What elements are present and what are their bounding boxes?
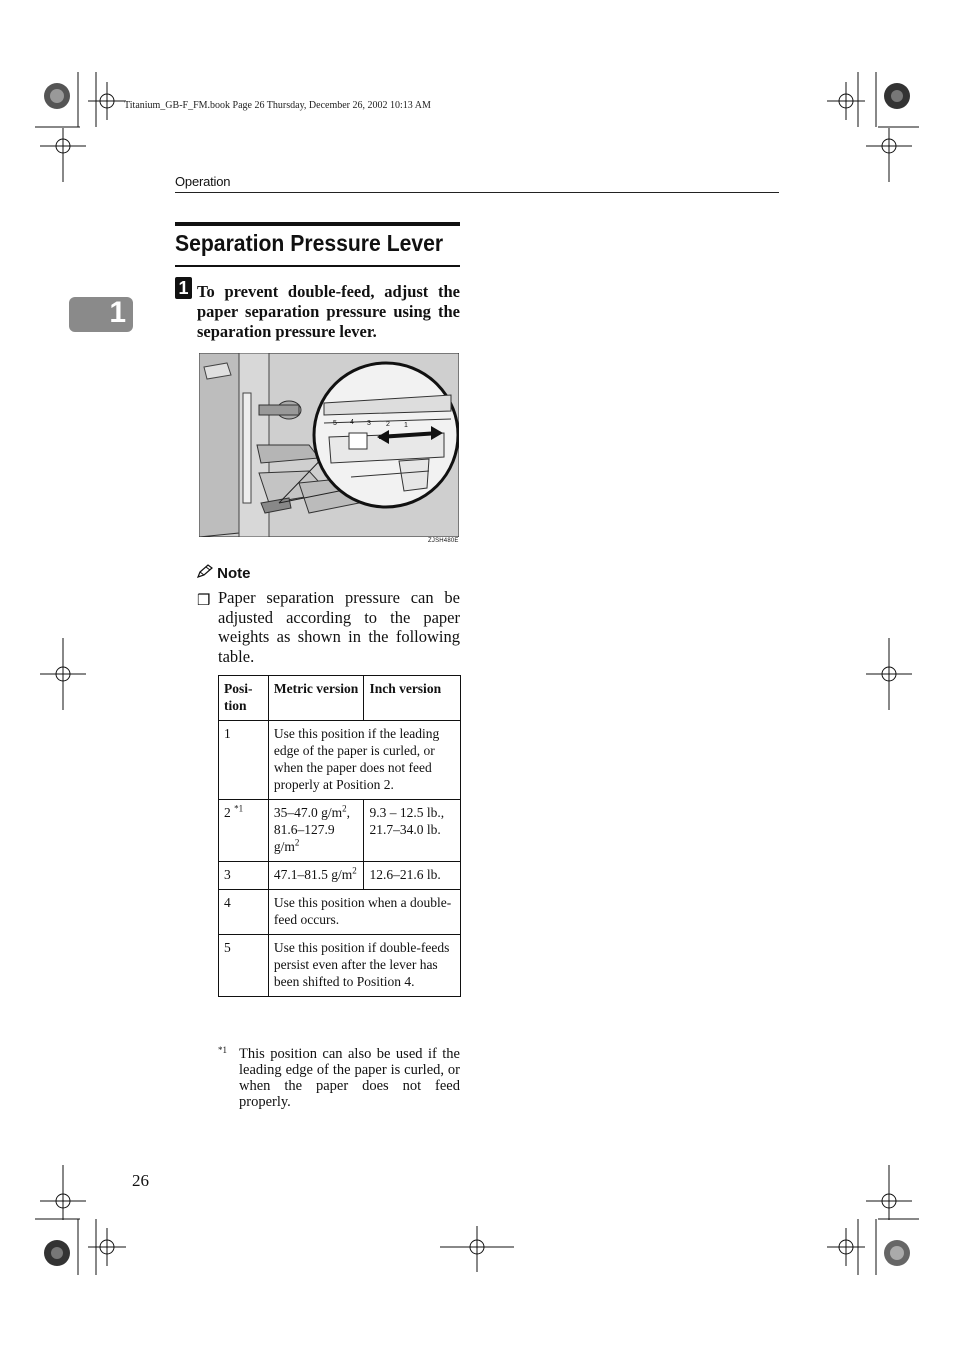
page-number: 26	[132, 1171, 149, 1190]
checkbox-bullet-icon: ❒	[197, 593, 211, 609]
registration-discs	[44, 83, 910, 1266]
title-underline	[175, 265, 460, 267]
scale-label-1: 1	[404, 422, 408, 429]
position-cell: 5	[219, 935, 269, 997]
footnote-mark: *1	[218, 1045, 227, 1055]
title-top-bar	[175, 222, 460, 226]
description-cell: Use this position when a double-feed occurs.	[268, 890, 460, 935]
inch-cell: 12.6–21.6 lb.	[364, 862, 461, 890]
table-row	[219, 890, 461, 935]
note-heading-label: Note	[217, 565, 251, 582]
scale-label-2: 2	[386, 421, 390, 428]
step-instruction: To prevent double-feed, adjust the paper separation pressure using the separation pressure lever.	[197, 282, 460, 341]
table-row	[219, 935, 461, 997]
chapter-number: 1	[109, 296, 126, 329]
scale-label-3: 3	[367, 420, 371, 427]
table-header-row	[219, 676, 461, 721]
chapter-tab	[69, 297, 133, 332]
note-heading	[197, 564, 251, 582]
step-number-badge: 1	[175, 277, 192, 299]
header-inch: Inch version	[364, 676, 461, 721]
pencil-icon	[197, 564, 213, 582]
scale-label-5: 5	[333, 420, 337, 427]
position-cell: 4	[219, 890, 269, 935]
metric-cell: 47.1–81.5 $g/m^2$	[268, 862, 364, 890]
position-cell: 3	[219, 862, 269, 890]
table-row	[219, 721, 461, 800]
position-table	[218, 675, 461, 997]
running-head: Operation	[175, 174, 231, 189]
position-cell: 2 $^{*1}$	[219, 800, 269, 862]
running-head-rule	[175, 192, 779, 193]
figure-code: ZJSH480E	[428, 538, 459, 544]
description-cell: Use this position if the leading edge of the paper is curled, or when the paper does not feed properly at Position 2.	[268, 721, 460, 800]
header-metric: Metric version	[268, 676, 364, 721]
illustration-svg	[199, 353, 459, 537]
footnote-text: This position can also be used if the leading edge of the paper is curled, or when the paper does not feed properly.	[239, 1046, 460, 1110]
table-row	[219, 862, 461, 890]
description-cell: Use this position if double-feeds persist even after the lever has been shifted to Position 4.	[268, 935, 460, 997]
position-cell: 1	[219, 721, 269, 800]
footnote-ref: *1	[234, 803, 244, 814]
note-text: Paper separation pressure can be adjusted according to the paper weights as shown in the following table.	[218, 588, 460, 666]
section-title: Separation Pressure Lever	[175, 230, 444, 256]
table-row	[219, 800, 461, 862]
metric-cell: 35–47.0 $g/m^2$, 81.6–127.9 $g/m^2$	[268, 800, 364, 862]
header-position: Posi-tion	[219, 676, 269, 721]
separation-lever-illustration	[199, 353, 459, 537]
print-info: Titanium_GB-F_FM.book Page 26 Thursday, December 26, 2002 10:13 AM	[124, 100, 431, 111]
scale-label-4: 4	[350, 419, 354, 426]
inch-cell: 9.3 – 12.5 lb., 21.7–34.0 lb.	[364, 800, 461, 862]
